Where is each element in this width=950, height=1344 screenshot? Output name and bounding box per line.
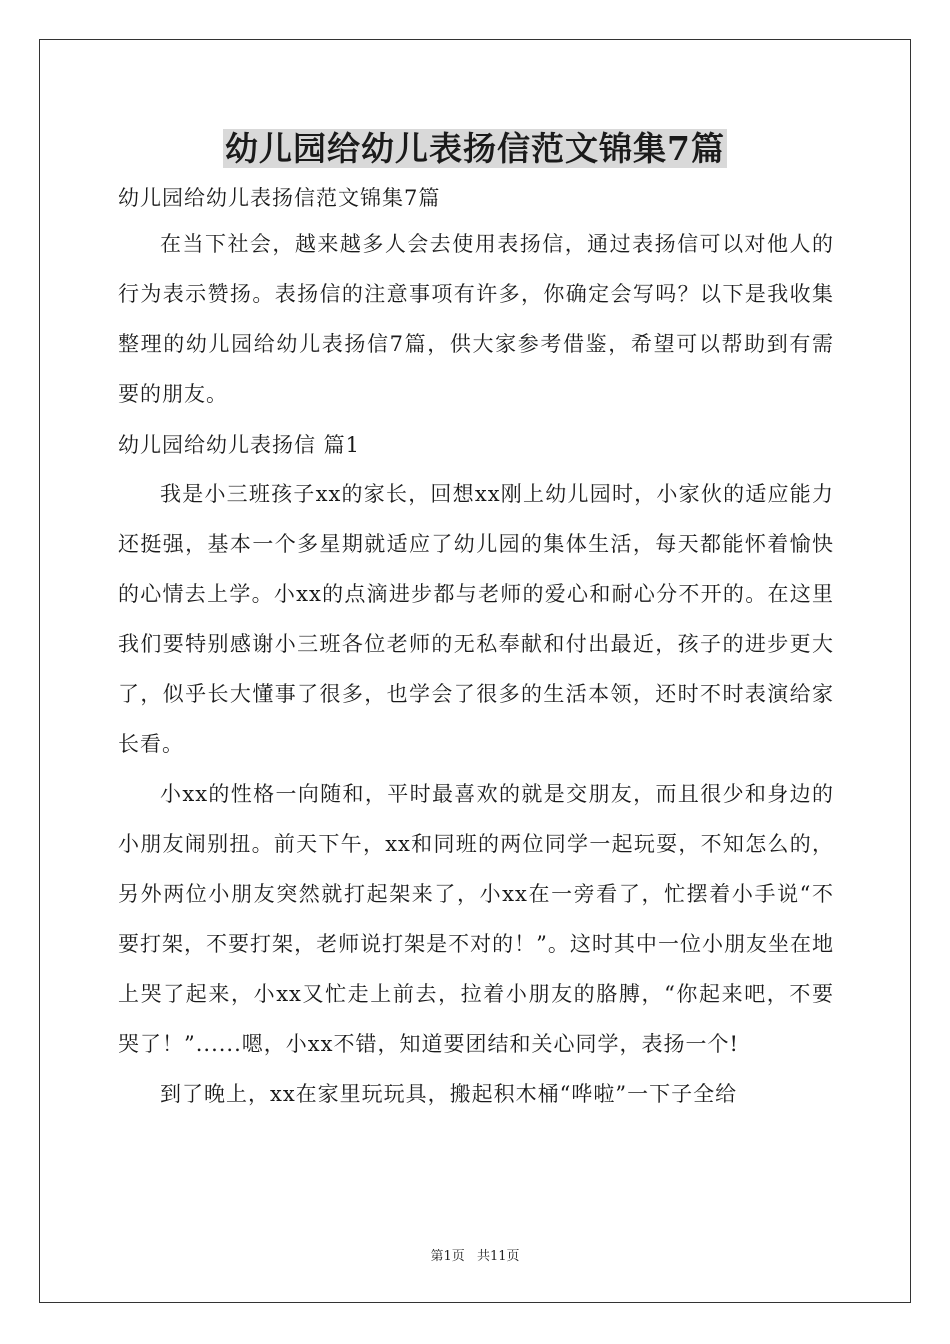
document-title-text: 幼儿园给幼儿表扬信范文锦集7篇: [225, 129, 725, 168]
document-subtitle: 幼儿园给幼儿表扬信范文锦集7篇: [118, 186, 441, 210]
page-total: 共11页: [476, 1249, 520, 1264]
body-paragraph-1: 我是小三班孩子xx的家长，回想xx刚上幼儿园时，小家伙的适应能力还挺强，基本一个多星期就适应了幼儿园的集体生活，每天都能怀着愉快的心情去上学。小xx的点滴进步都与老师的爱心和耐心分不开的。在这里我们要特别感谢小三班各位老师的无私奉献和付出最近，孩子的进步更大了，似乎长大懂事了很多，也学会了很多的生活本领，还时不时表演给家长看。: [118, 482, 834, 756]
page-number: 第1页: [430, 1249, 465, 1264]
body-paragraph-3: 到了晚上，xx在家里玩玩具，搬起积木桶“哗啦”一下子全给: [160, 1082, 738, 1106]
document-title: [0, 124, 950, 174]
page-footer: [0, 1245, 950, 1264]
intro-paragraph: 在当下社会，越来越多人会去使用表扬信，通过表扬信可以对他人的行为表示赞扬。表扬信的注意事项有许多，你确定会写吗？以下是我收集整理的幼儿园给幼儿表扬信7篇，供大家参考借鉴，希望可以帮助到有需要的朋友。: [118, 232, 834, 406]
document-body: [118, 177, 834, 1119]
section-heading: 幼儿园给幼儿表扬信 篇1: [118, 433, 361, 457]
body-paragraph-2: 小xx的性格一向随和，平时最喜欢的就是交朋友，而且很少和身边的小朋友闹别扭。前天下午，xx和同班的两位同学一起玩耍，不知怎么的，另外两位小朋友突然就打起架来了，小xx在一旁看了，忙摆着小手说“不要打架，不要打架，老师说打架是不对的！”。这时其中一位小朋友坐在地上哭了起来，小xx又忙走上前去，拉着小朋友的胳膊，“你起来吧，不要哭了！”......嗯，小xx不错，知道要团结和关心同学，表扬一个!: [118, 782, 834, 1056]
